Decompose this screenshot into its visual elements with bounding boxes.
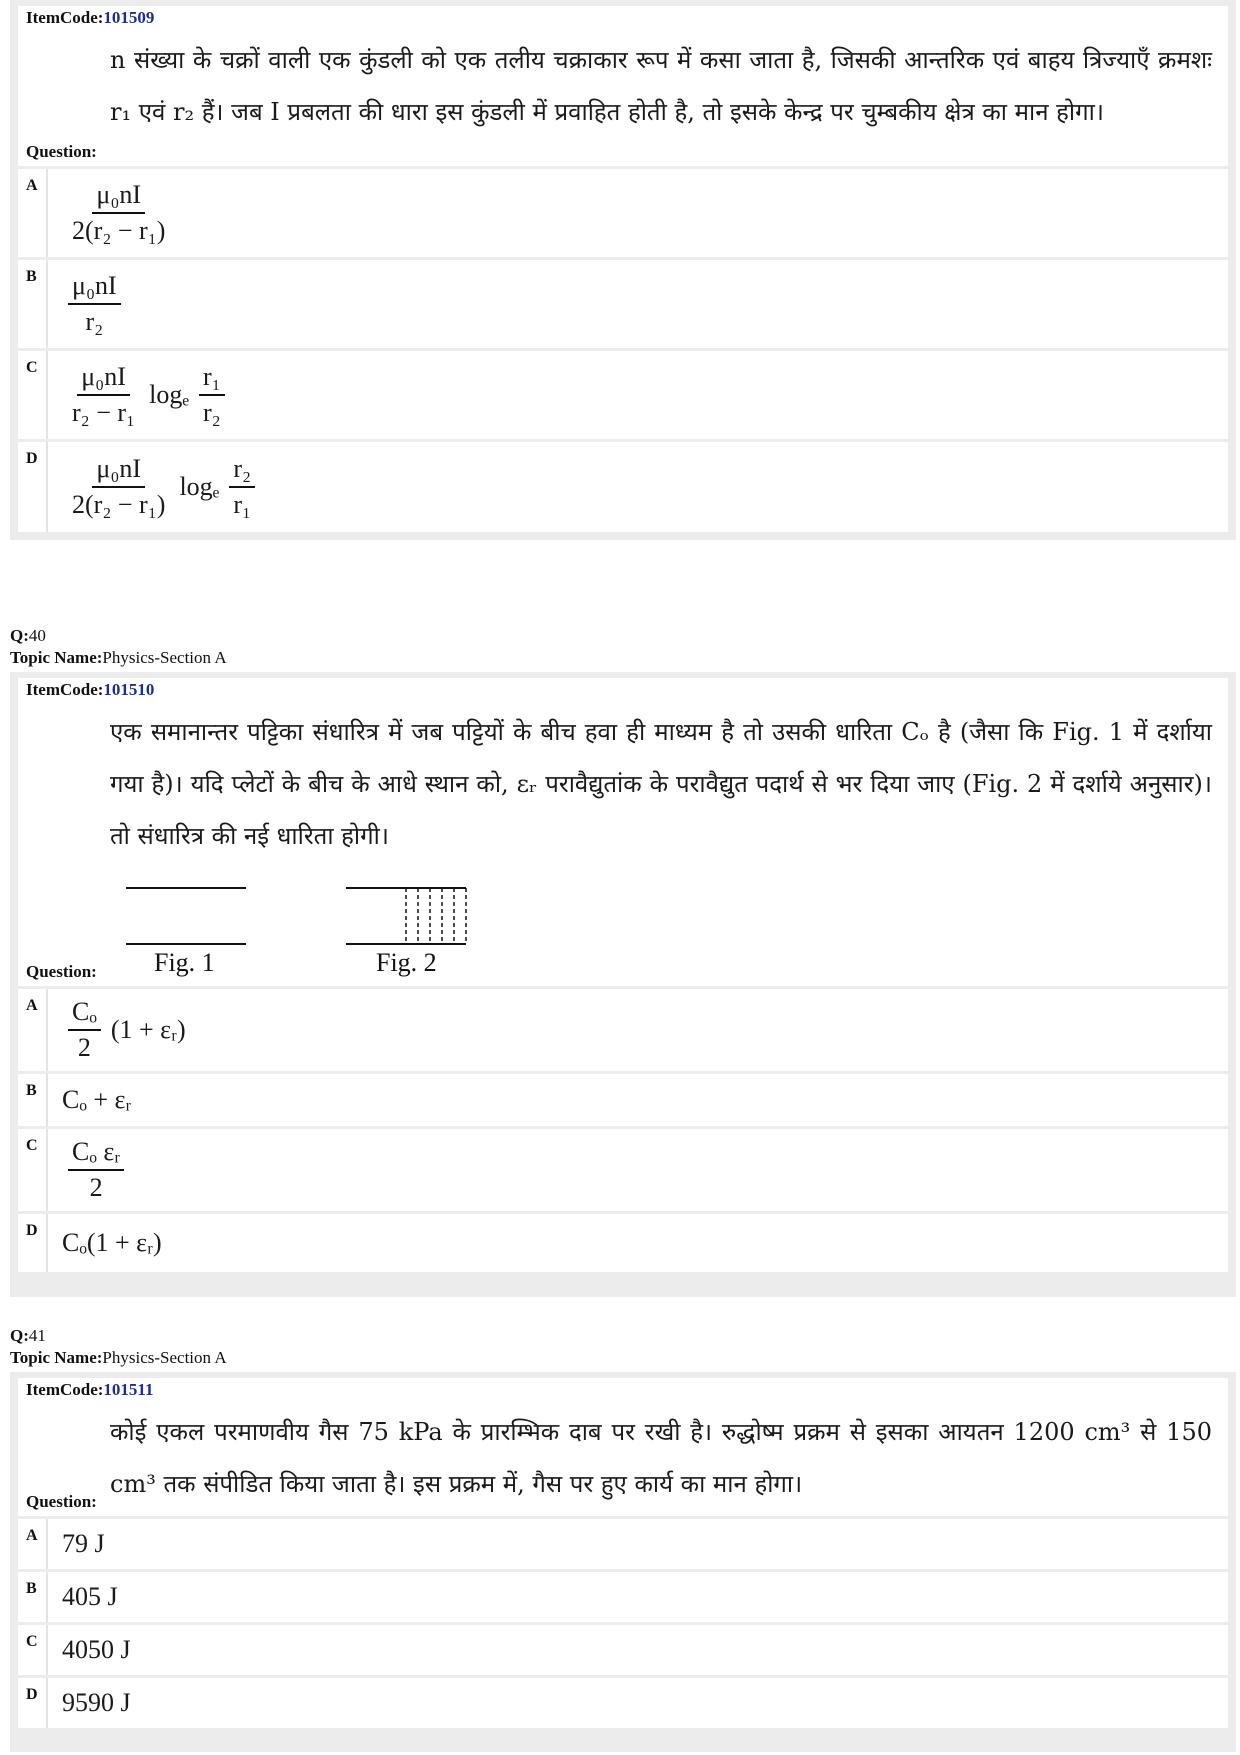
question-label: Question: (26, 1492, 97, 1511)
option-expression (48, 1129, 1228, 1211)
fraction (68, 995, 101, 1065)
fraction (68, 360, 139, 430)
option-d[interactable] (18, 1678, 1228, 1728)
option-a[interactable] (18, 169, 1228, 257)
numerator: Cₒ εᵣ (68, 1135, 124, 1171)
option-letter: B (18, 260, 48, 348)
option-expression (48, 442, 1228, 532)
q-number: 41 (28, 1326, 46, 1345)
option-expression: 405 J (62, 1582, 118, 1611)
question-block-41 (10, 1372, 1236, 1752)
denominator: r₁ (233, 490, 252, 519)
option-d[interactable] (18, 442, 1228, 532)
item-code-value: 101510 (103, 680, 155, 699)
q-label: Q: (10, 626, 29, 645)
numerator: r₁ (199, 360, 225, 396)
option-letter: D (18, 1214, 48, 1272)
question-meta-41 (10, 1325, 227, 1369)
numerator: r₂ (229, 452, 255, 488)
option-a[interactable] (18, 1519, 1228, 1569)
option-a[interactable] (18, 989, 1228, 1071)
fraction (199, 360, 225, 430)
fraction (68, 178, 169, 248)
denominator: 2(r₂ − r₁) (72, 490, 166, 519)
denominator: 2(r₂ − r₁) (72, 216, 166, 245)
question-text: n संख्या के चक्रों वाली एक कुंडली को एक तलीय चक्राकार रूप में कसा जाता है, जिसकी आन्तरिक एवं बाहय त्रिज्याएँ क्रमशः r₁ एवं r₂ हैं। जब I प्रबलता की धारा इस कुंडली में प्रवाहित होती है, तो इसके केन्द्र पर चुम्बकीय क्षेत्र का मान होगा। (110, 46, 1212, 126)
option-b[interactable] (18, 260, 1228, 348)
denominator: r₂ (85, 307, 104, 336)
fraction (68, 1135, 124, 1205)
capacitor-figures (114, 876, 514, 986)
option-letter: A (18, 989, 48, 1071)
topic-name: Physics-Section A (102, 1348, 227, 1367)
fraction (229, 452, 255, 522)
fig2-label: Fig. 2 (376, 948, 437, 977)
option-letter: C (18, 1129, 48, 1211)
option-c[interactable] (18, 1129, 1228, 1211)
option-c[interactable] (18, 1625, 1228, 1675)
item-code-label: ItemCode: (26, 1380, 104, 1399)
fraction (68, 452, 169, 522)
item-code (18, 6, 1228, 30)
numerator: Cₒ (68, 995, 101, 1031)
question-text: एक समानान्तर पट्टिका संधारित्र में जब पट्टियों के बीच हवा ही माध्यम है तो उसकी धारिता Cₒ है (जैसा कि Fig. 1 में दर्शाया गया है)। यदि प्लेटों के बीच के आधे स्थान को, εᵣ परावैद्युतांक के परावैद्युत पदार्थ से भर दिया जाए (Fig. 2 में दर्शाये अनुसार)। तो संधारित्र की नई धारिता होगी। (110, 718, 1212, 850)
denominator: r₂ − r₁ (72, 398, 136, 427)
question-header (18, 678, 1228, 986)
numerator: μ₀nI (92, 452, 145, 488)
item-code-label: ItemCode: (26, 680, 104, 699)
option-expression: 79 J (62, 1529, 105, 1558)
question-block-39 (10, 0, 1236, 540)
question-meta-40 (10, 625, 227, 669)
item-code-label: ItemCode: (26, 8, 104, 27)
question-header (18, 6, 1228, 166)
question-header (18, 1378, 1228, 1516)
item-code-value: 101511 (103, 1380, 154, 1399)
item-code (18, 1378, 1228, 1402)
denominator: 2 (77, 1033, 91, 1062)
dielectric-region (406, 888, 466, 944)
question-label: Question: (26, 142, 97, 161)
option-b[interactable] (18, 1074, 1228, 1126)
item-code (18, 678, 1228, 702)
question-label: Question: (26, 962, 97, 981)
q-number: 40 (28, 626, 46, 645)
option-b[interactable] (18, 1572, 1228, 1622)
option-expression: 4050 J (62, 1635, 131, 1664)
option-expression (48, 989, 1228, 1071)
numerator: μ₀nI (92, 178, 145, 214)
log-term: logₑ (179, 472, 220, 501)
option-c[interactable] (18, 351, 1228, 439)
fraction (68, 269, 121, 339)
topic-name: Physics-Section A (102, 648, 227, 667)
option-d[interactable] (18, 1214, 1228, 1272)
option-letter: A (18, 1519, 48, 1569)
topic-label: Topic Name: (10, 1348, 103, 1367)
multiplier-term: (1 + εᵣ) (110, 1015, 186, 1044)
denominator: r₂ (203, 398, 221, 427)
numerator: μ₀nI (77, 360, 130, 396)
option-expression (48, 351, 1228, 439)
option-letter: D (18, 1678, 48, 1728)
option-letter: A (18, 169, 48, 257)
option-letter: B (18, 1074, 48, 1126)
option-expression: Cₒ + εᵣ (62, 1085, 132, 1114)
option-expression (48, 260, 1228, 348)
option-expression (48, 169, 1228, 257)
option-letter: B (18, 1572, 48, 1622)
denominator: 2 (89, 1173, 103, 1202)
topic-label: Topic Name: (10, 648, 103, 667)
fig1-label: Fig. 1 (154, 948, 215, 977)
option-expression: 9590 J (62, 1688, 131, 1717)
numerator: μ₀nI (68, 269, 121, 305)
log-term: logₑ (149, 380, 189, 409)
question-block-40 (10, 672, 1236, 1297)
option-letter: C (18, 351, 48, 439)
option-expression: Cₒ(1 + εᵣ) (62, 1228, 162, 1257)
question-text: कोई एकल परमाणवीय गैस 75 kPa के प्रारम्भिक दाब पर रखी है। रुद्धोष्म प्रक्रम से इसका आयतन 1200 cm³ से 150 cm³ तक संपीडित किया जाता है। इस प्रक्रम में, गैस पर हुए कार्य का मान होगा। (110, 1418, 1212, 1498)
option-letter: C (18, 1625, 48, 1675)
option-letter: D (18, 442, 48, 532)
q-label: Q: (10, 1326, 29, 1345)
item-code-value: 101509 (103, 8, 155, 27)
